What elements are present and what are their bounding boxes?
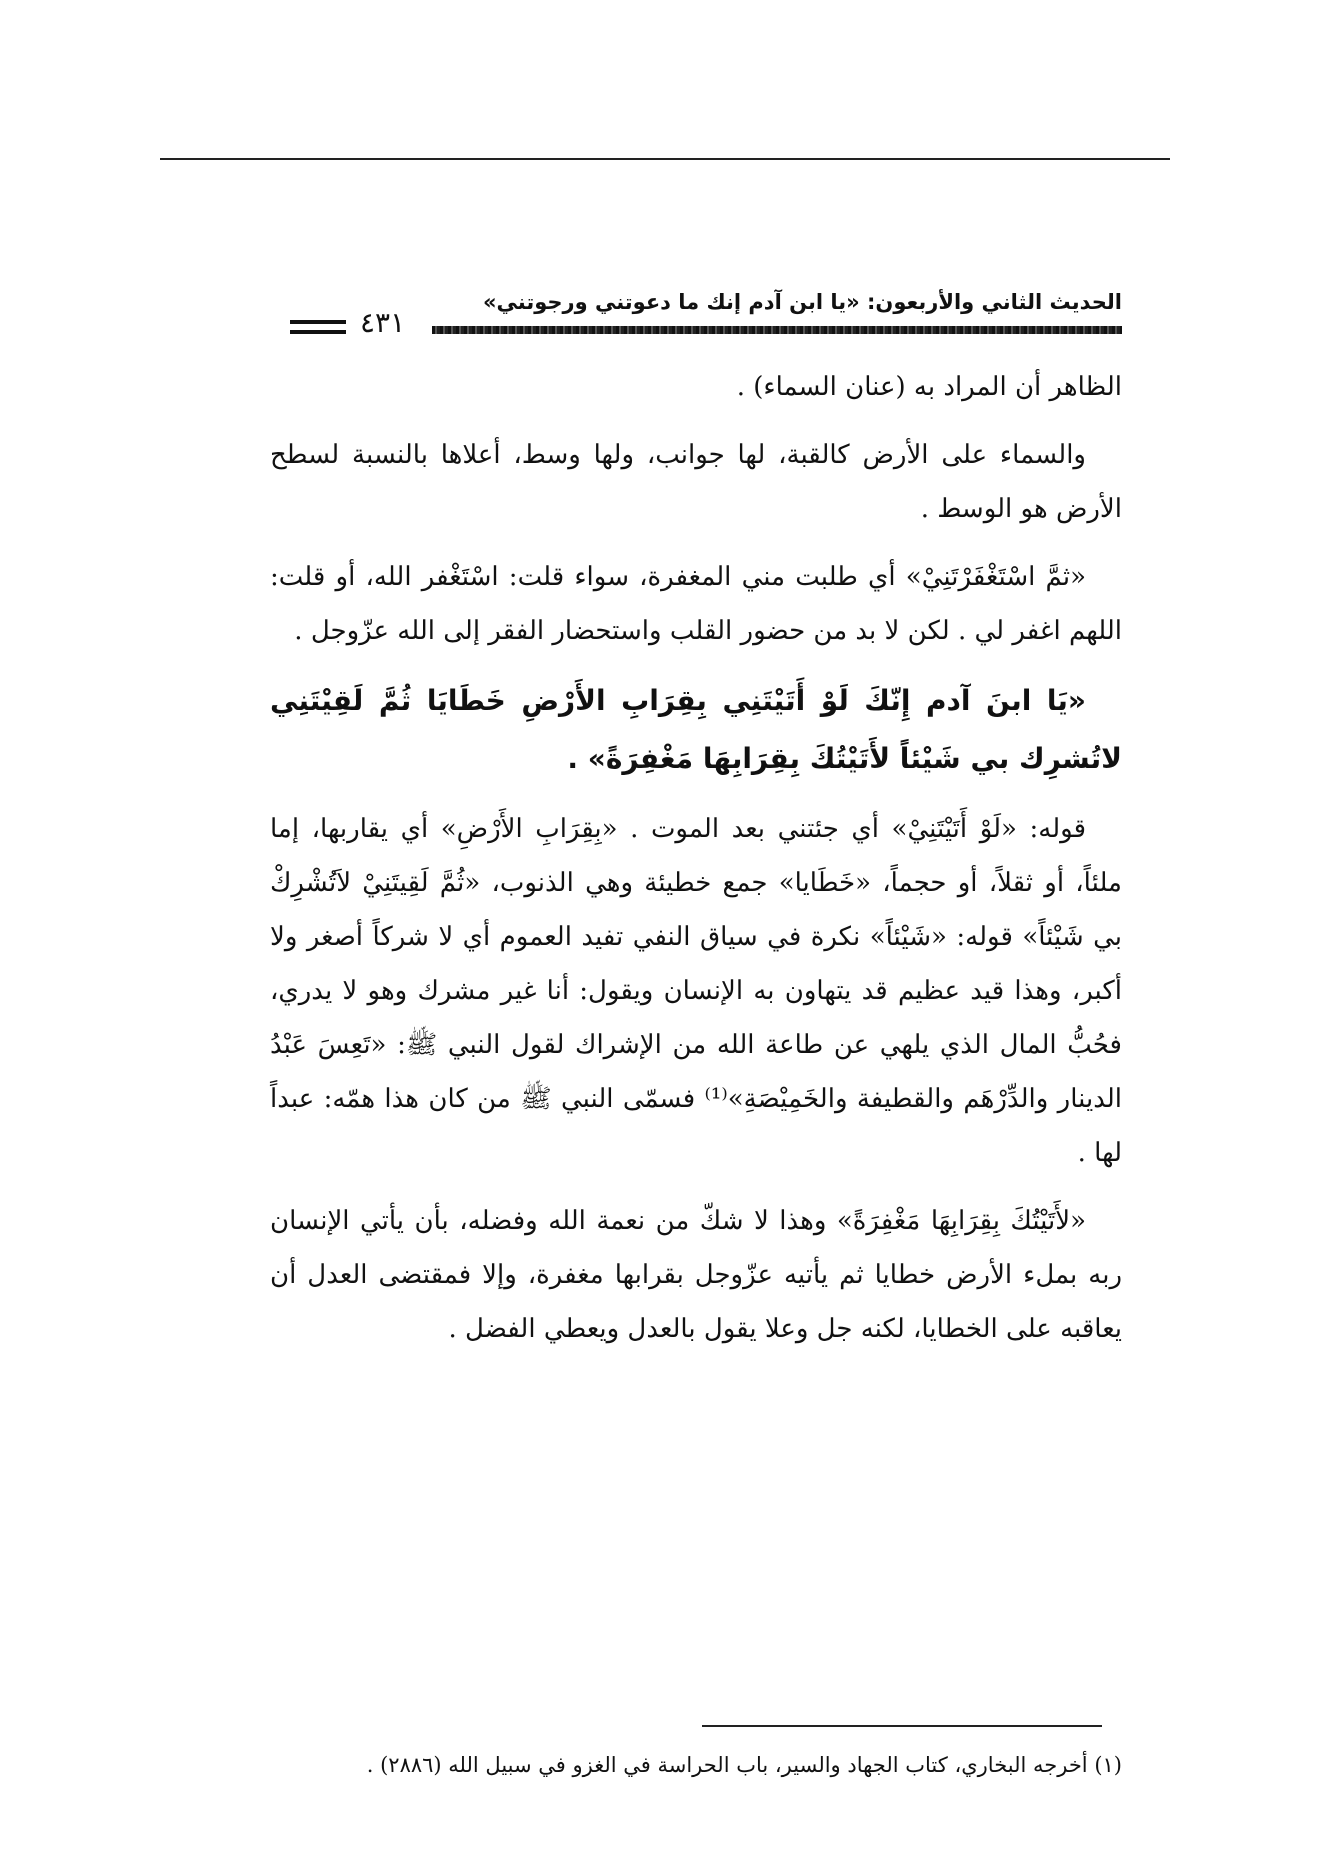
top-rule bbox=[160, 158, 1170, 160]
page-number: ٤٣١ bbox=[360, 306, 406, 339]
paragraph: «ثمَّ اسْتَغْفَرْتَنِيْ» أي طلبت مني المغفرة، سواء قلت: اسْتَغْفر الله، أو قلت: اللهم اغفر لي . لكن لا بد من حضور القلب واستحضار الفقر إلى الله عزّوجل . bbox=[270, 562, 1122, 646]
paragraph: «لأَتَيْتُكَ بِقِرَابِهَا مَغْفِرَةً» وهذا لا شكّ من نعمة الله وفضله، بأن يأتي الإنسان ربه بملء الأرض خطايا ثم يأتيه عزّوجل بقرابها مغفرة، وإلا فمقتضى العدل أن يعاقبه على الخطايا، لكنه جل وعلا يقول بالعدل ويعطي الفضل . bbox=[270, 1206, 1122, 1344]
header-ornament bbox=[290, 320, 346, 324]
hadith-quote: «يَا ابنَ آدم إِنّكَ لَوْ أَتَيْتَنِي بِقِرَابِ الأَرْضِ خَطَايَا ثُمَّ لَقِيْتَنِي لاتُشرِك بي شَيْئاً لأَتَيْتُكَ بِقِرَابِهَا مَغْفِرَةً» . bbox=[270, 684, 1122, 775]
header-rule bbox=[432, 326, 1122, 334]
running-header bbox=[290, 290, 1122, 350]
footnote: (١) أخرجه البخاري، كتاب الجهاد والسير، باب الحراسة في الغزو في سبيل الله (٢٨٨٦) . bbox=[366, 1753, 1122, 1777]
running-header-title: الحديث الثاني والأربعون: «يا ابن آدم إنك ما دعوتني ورجوتني» bbox=[482, 290, 1122, 314]
paragraph: الظاهر أن المراد به (عنان السماء) . bbox=[736, 372, 1122, 402]
body-text bbox=[270, 360, 1122, 1370]
paragraph: والسماء على الأرض كالقبة، لها جوانب، ولها وسط، أعلاها بالنسبة لسطح الأرض هو الوسط . bbox=[270, 440, 1122, 524]
header-ornament bbox=[290, 330, 346, 334]
paragraph: قوله: «لَوْ أَتَيْتَنِيْ» أي جئتني بعد الموت . «بِقِرَابِ الأَرْضِ» أي يقاربها، إما ملئاً، أو ثقلاً، أو حجماً، «خَطَايا» جمع خطيئة وهي الذنوب، «ثُمَّ لَقِيتَنِيْ لاَتُشْرِكْ بي شَيْئاً» قوله: «شَيْئاً» نكرة في سياق النفي تفيد العموم أي لا شركاً أصغر ولا أكبر، وهذا قيد عظيم قد يتهاون به الإنسان ويقول: أنا غير مشرك وهو لا يدري، فحُبُّ المال الذي يلهي عن طاعة الله من الإشراك لقول النبي ﷺ: «تَعِسَ عَبْدُ الدينار والدِّرْهَم والقطيفة والخَمِيْصَةِ»⁽¹⁾ فسمّى النبي ﷺ من كان هذا همّه: عبداً لها . bbox=[270, 814, 1122, 1168]
footnote-rule bbox=[702, 1725, 1102, 1727]
